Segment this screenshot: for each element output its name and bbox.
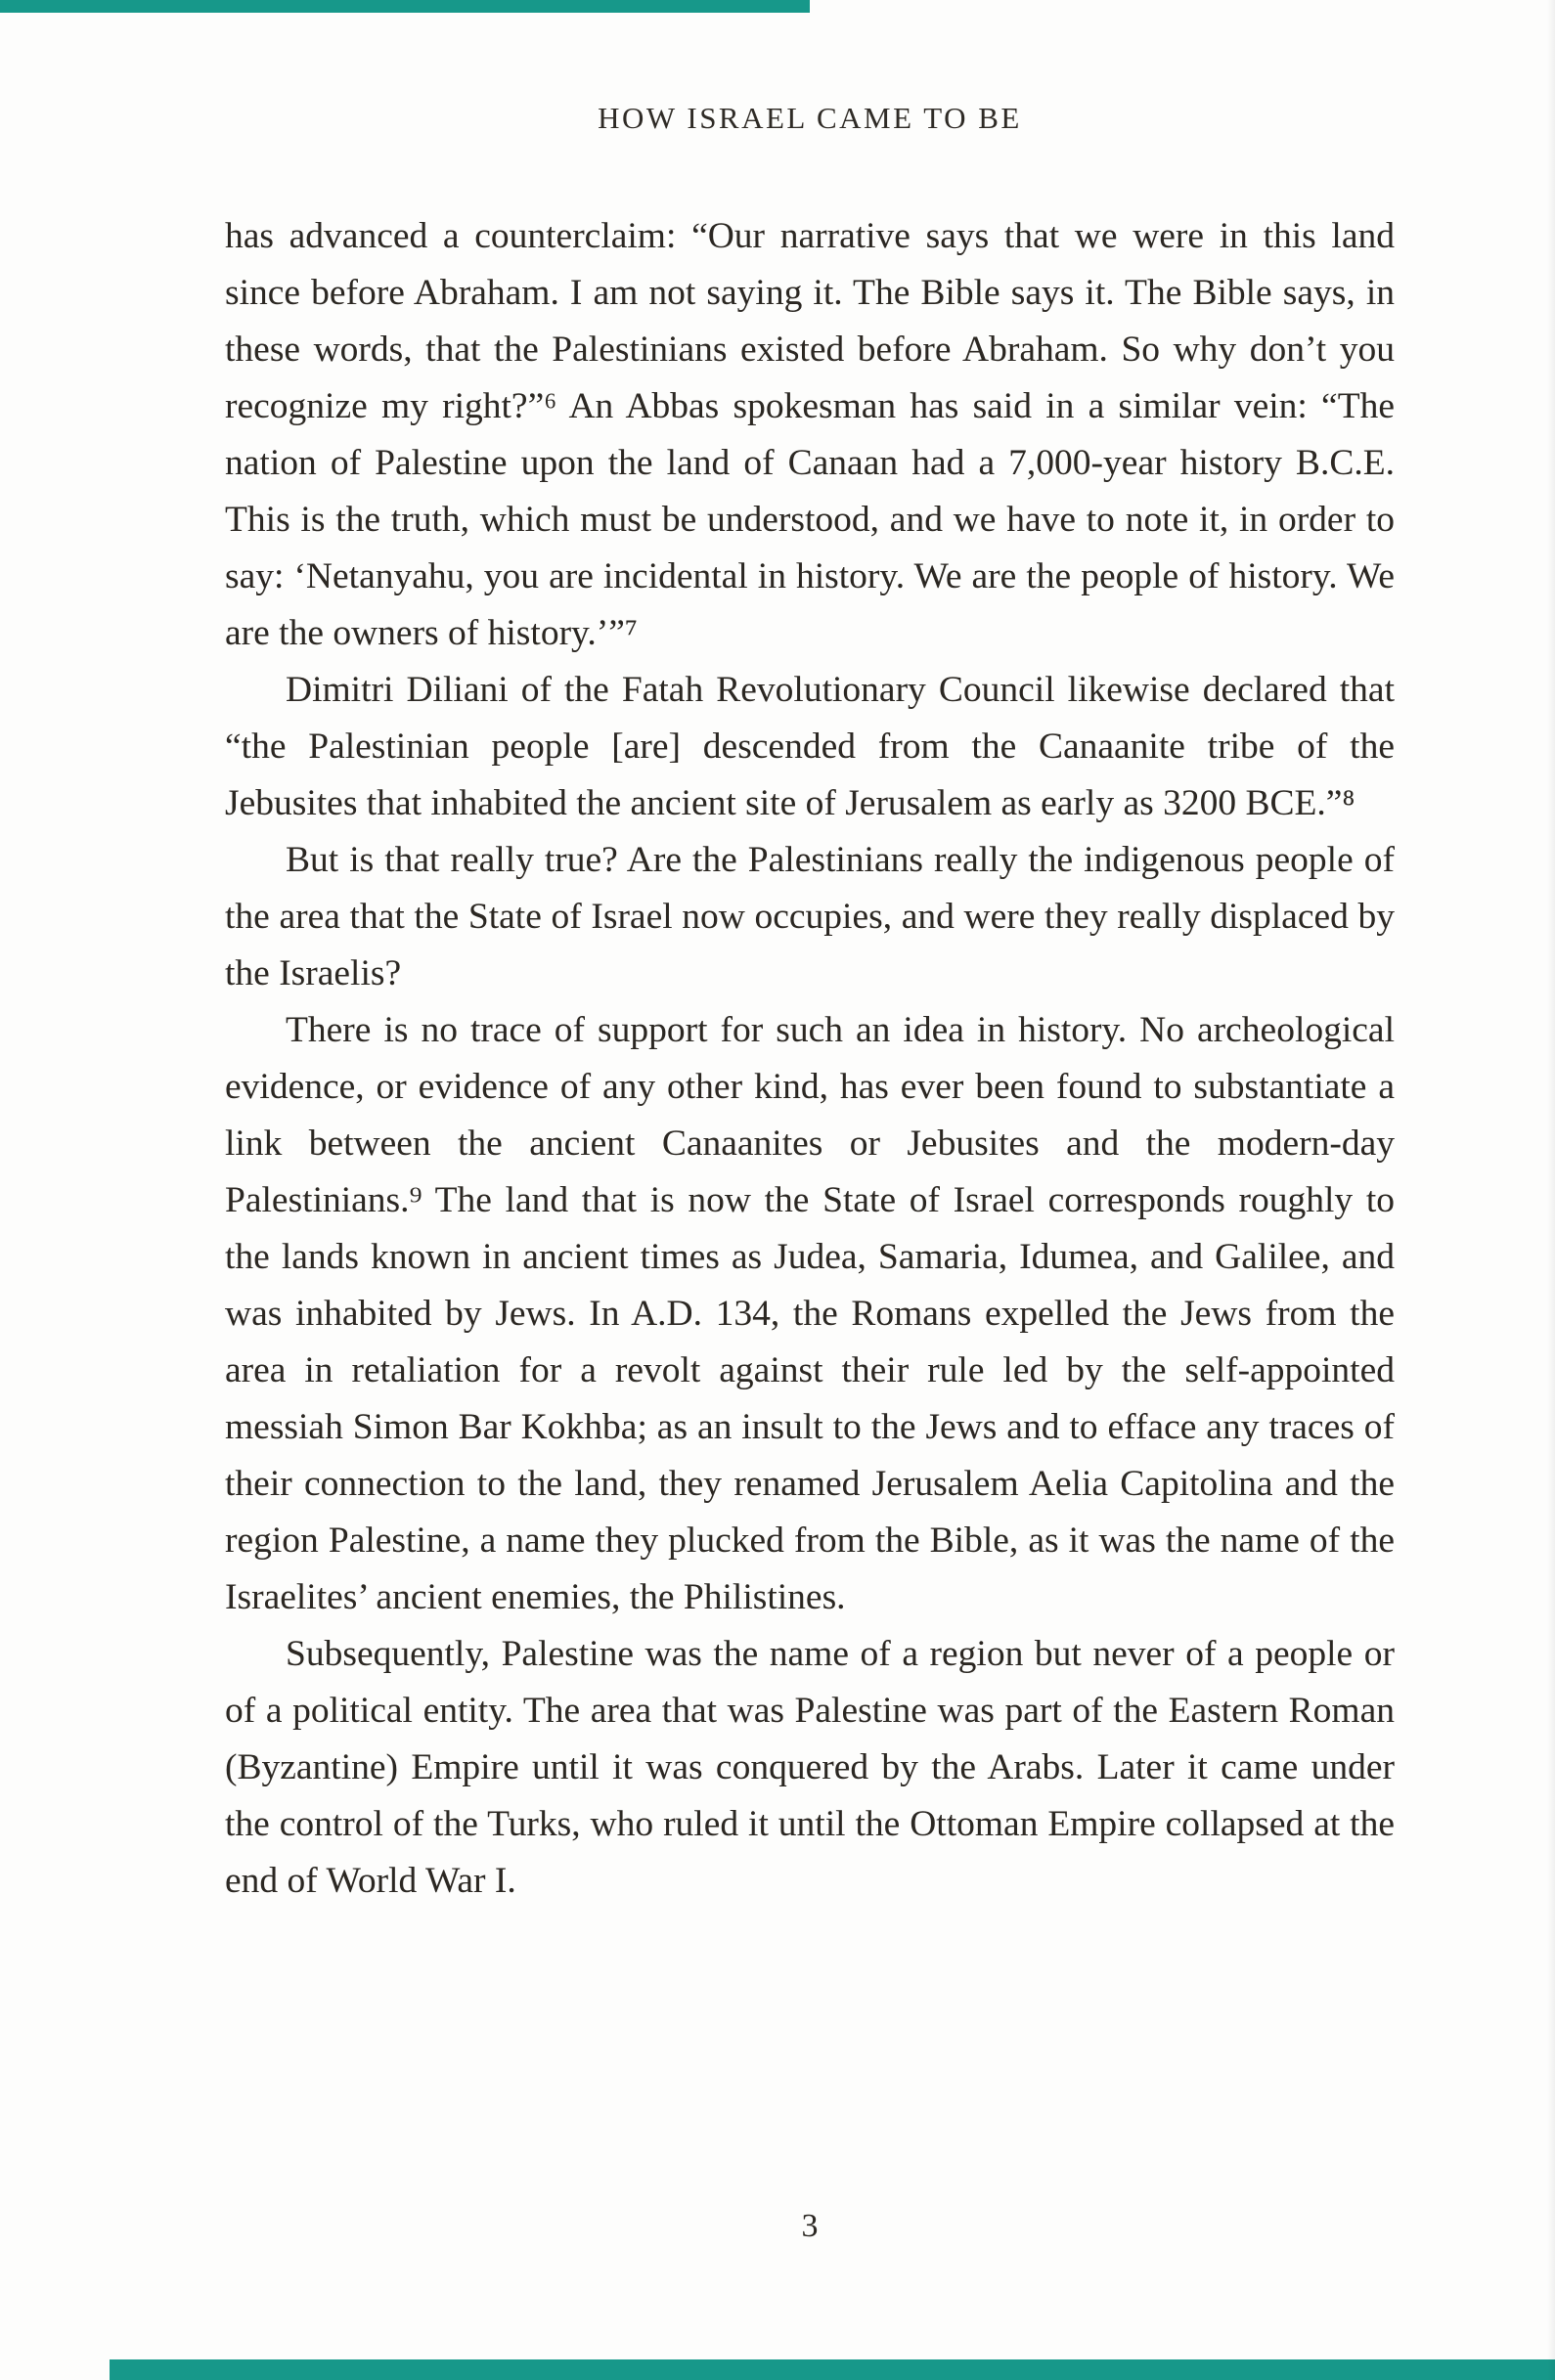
paragraph-1: has advanced a counterclaim: “Our narrative says that we were in this land since before Abraham. I am not saying it. The Bible says it. The Bible says, in these words, that the Palestinians existed before Abraham. So why don’t you recognize my right?”⁶ An Abbas spokesman has said in a similar vein: “The nation of Palestine upon the land of Canaan had a 7,000-year history B.C.E. This is the truth, which must be understood, and we have to note it, in order to say: ‘Netanyahu, you are incidental in history. We are the people of history. We are the owners of history.’”⁷: [225, 216, 1395, 653]
paragraph-4: There is no trace of support for such an idea in history. No archeological evidence, or evidence of any other kind, has ever been found to substantiate a link between the ancient Canaanites or Jebusites and the modern-day Palestinians.⁹ The land that is now the State of Israel corresponds roughly to the lands known in ancient times as Judea, Samaria, Idumea, and Galilee, and was inhabited by Jews. In A.D. 134, the Romans expelled the Jews from the area in retaliation for a revolt against their rule led by the self-appointed messiah Simon Bar Kokhba; as an insult to the Jews and to efface any traces of their connection to the land, they renamed Jerusalem Aelia Capitolina and the region Palestine, a name they plucked from the Bible, as it was the name of the Israelites’ ancient enemies, the Philistines.: [225, 1010, 1395, 1617]
paragraph-5: Subsequently, Palestine was the name of a region but never of a people or of a political entity. The area that was Palestine was part of the Eastern Roman (Byzantine) Empire until it was conquered by the Arabs. Later it came under the control of the Turks, who ruled it until the Ottoman Empire collapsed at the end of World War I.: [225, 1634, 1395, 1901]
paragraph-2: Dimitri Diliani of the Fatah Revolutionary Council likewise declared that “the Palestinian people [are] descended from the Canaanite tribe of the Jebusites that inhabited the ancient site of Jerusalem as early as 3200 BCE.”⁸: [225, 670, 1395, 823]
page-number: 3: [801, 2208, 819, 2244]
paragraph-3: But is that really true? Are the Palestinians really the indigenous people of the area that the State of Israel now occupies, and were they really displaced by the Israelis?: [225, 840, 1395, 993]
running-header: HOW ISRAEL CAME TO BE: [598, 101, 1022, 135]
scan-shadow-right-edge: [1547, 0, 1555, 2380]
page-content: [225, 0, 1395, 2380]
body-text: [225, 208, 1395, 1910]
